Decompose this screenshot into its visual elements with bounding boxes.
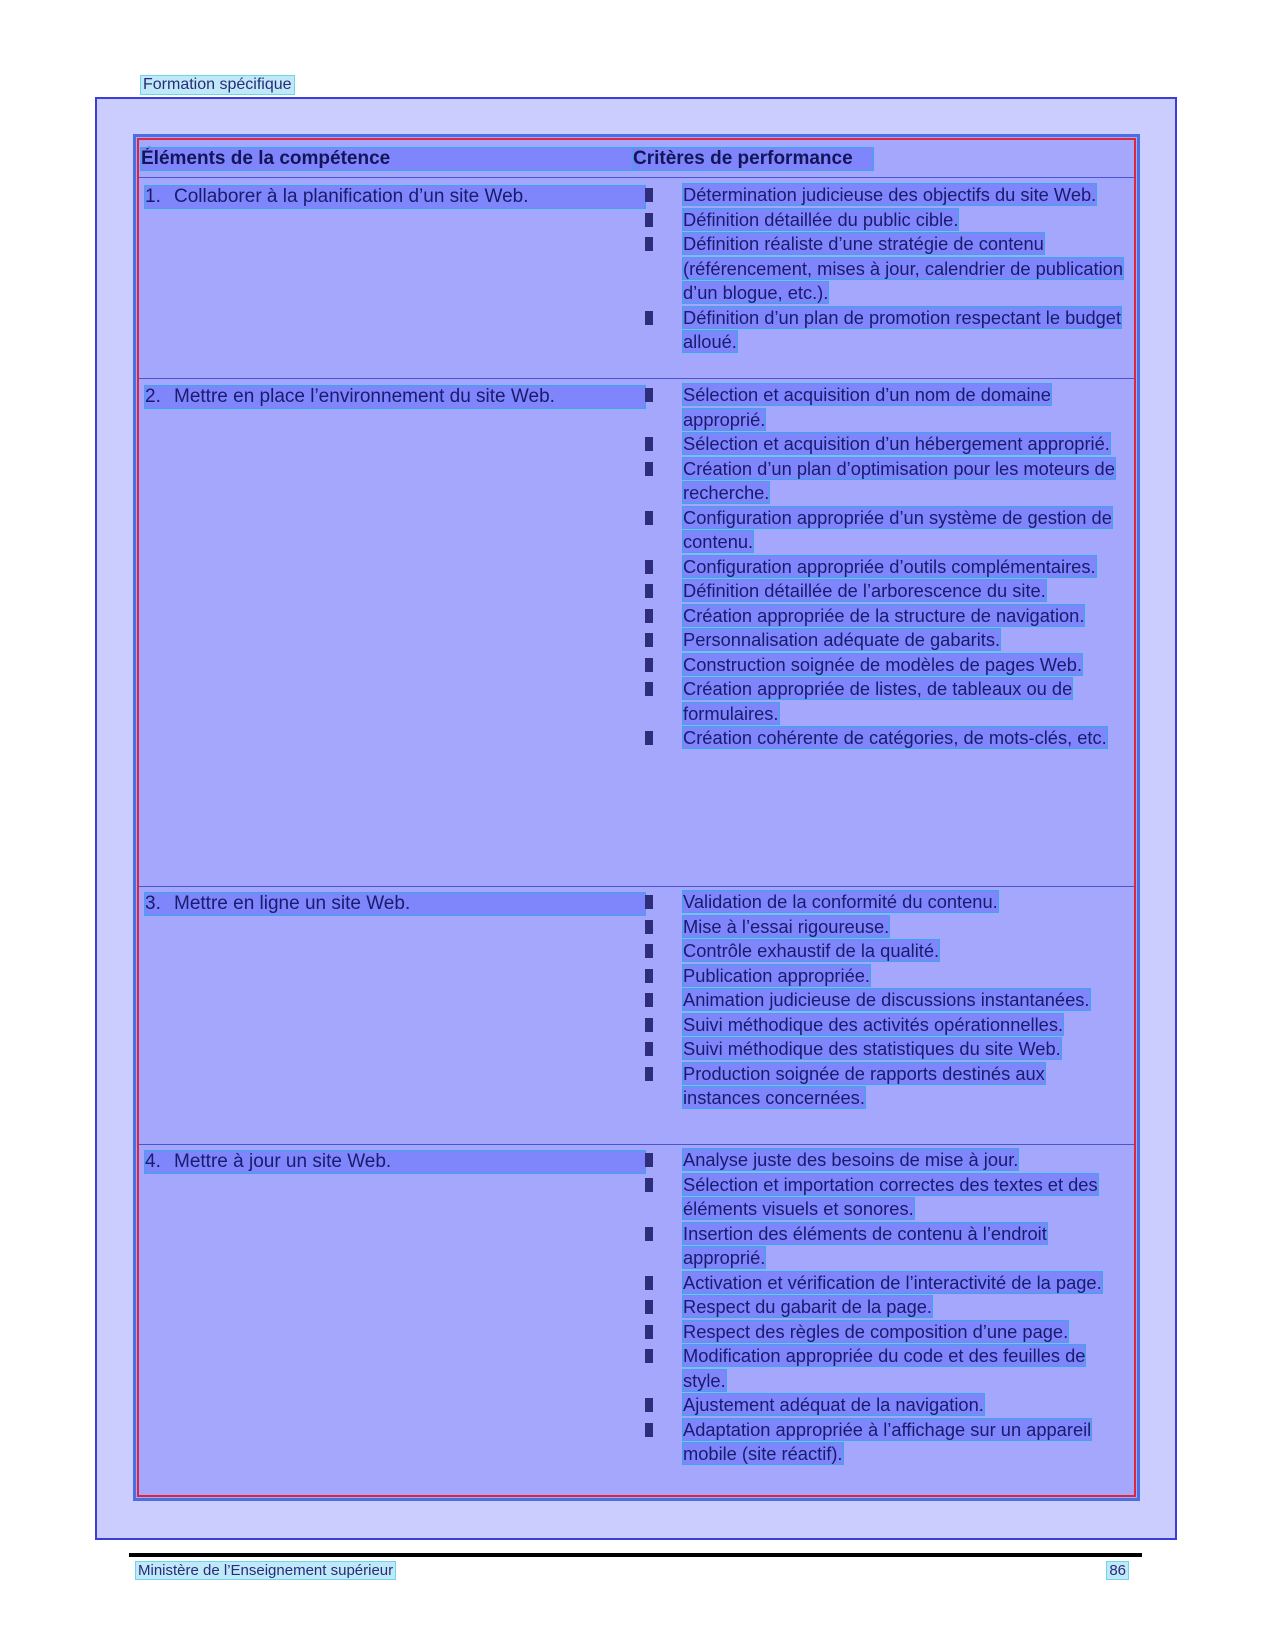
- element-text: Mettre en ligne un site Web.: [174, 893, 411, 914]
- element-text: Mettre à jour un site Web.: [174, 1151, 392, 1172]
- bullet-icon: [645, 944, 653, 958]
- bullet-icon: [645, 1153, 653, 1167]
- criterion-item: Définition d’un plan de promotion respectant le budget alloué.: [645, 306, 1127, 355]
- criterion-item: Création cohérente de catégories, de mots-clés, etc.: [645, 726, 1127, 751]
- bullet-icon: [645, 895, 653, 909]
- row-separator: [139, 378, 1134, 379]
- criterion-item: Production soignée de rapports destinés aux instances concernées.: [645, 1062, 1127, 1111]
- bullet-icon: [645, 1042, 653, 1056]
- bullet-icon: [645, 188, 653, 202]
- table-row-element: [145, 186, 645, 208]
- criterion-item: Création appropriée de listes, de tableaux ou de formulaires.: [645, 677, 1127, 726]
- criterion-item: Activation et vérification de l’interactivité de la page.: [645, 1271, 1127, 1296]
- criterion-item: Respect des règles de composition d’une page.: [645, 1320, 1127, 1345]
- bullet-icon: [645, 1300, 653, 1314]
- row-separator: [139, 886, 1134, 887]
- bullet-icon: [645, 1227, 653, 1241]
- criterion-item: Détermination judicieuse des objectifs du site Web.: [645, 183, 1127, 208]
- criteria-list: [645, 183, 1127, 355]
- bullet-icon: [645, 969, 653, 983]
- bullet-icon: [645, 633, 653, 647]
- bullet-icon: [645, 213, 653, 227]
- footer-ministry: Ministère de l’Enseignement supérieur: [135, 1561, 396, 1580]
- criterion-item: Ajustement adéquat de la navigation.: [645, 1393, 1127, 1418]
- table-row-element: [145, 1151, 645, 1173]
- column-header-elements: Éléments de la compétence: [141, 148, 639, 170]
- criterion-item: Suivi méthodique des statistiques du site Web.: [645, 1037, 1127, 1062]
- bullet-icon: [645, 437, 653, 451]
- criterion-item: Sélection et acquisition d’un hébergement approprié.: [645, 432, 1127, 457]
- criterion-item: Sélection et importation correctes des textes et des éléments visuels et sonores.: [645, 1173, 1127, 1222]
- criterion-item: Validation de la conformité du contenu.: [645, 890, 1127, 915]
- bullet-icon: [645, 237, 653, 251]
- bullet-icon: [645, 682, 653, 696]
- bullet-icon: [645, 1018, 653, 1032]
- element-number: 1.: [145, 186, 161, 207]
- bullet-icon: [645, 609, 653, 623]
- criterion-item: Sélection et acquisition d’un nom de domaine approprié.: [645, 383, 1127, 432]
- element-text: Mettre en place l’environnement du site Web.: [174, 386, 555, 407]
- criterion-item: Suivi méthodique des activités opérationnelles.: [645, 1013, 1127, 1038]
- criterion-item: Respect du gabarit de la page.: [645, 1295, 1127, 1320]
- criterion-item: Modification appropriée du code et des feuilles de style.: [645, 1344, 1127, 1393]
- criterion-item: Configuration appropriée d’outils complémentaires.: [645, 555, 1127, 580]
- footer-rule: [129, 1553, 1142, 1557]
- header-separator: [139, 177, 1134, 178]
- bullet-icon: [645, 993, 653, 1007]
- element-number: 4.: [145, 1151, 161, 1172]
- bullet-icon: [645, 1398, 653, 1412]
- page-header-section: Formation spécifique: [140, 75, 295, 95]
- criterion-item: Contrôle exhaustif de la qualité.: [645, 939, 1127, 964]
- criterion-item: Mise à l’essai rigoureuse.: [645, 915, 1127, 940]
- table-row-element: [145, 386, 645, 408]
- bullet-icon: [645, 462, 653, 476]
- page-number: 86: [1106, 1561, 1129, 1580]
- bullet-icon: [645, 311, 653, 325]
- bullet-icon: [645, 920, 653, 934]
- criterion-item: Publication appropriée.: [645, 964, 1127, 989]
- criterion-item: Animation judicieuse de discussions instantanées.: [645, 988, 1127, 1013]
- criterion-item: Création d’un plan d’optimisation pour les moteurs de recherche.: [645, 457, 1127, 506]
- bullet-icon: [645, 1423, 653, 1437]
- criterion-item: Création appropriée de la structure de navigation.: [645, 604, 1127, 629]
- bullet-icon: [645, 658, 653, 672]
- bullet-icon: [645, 1276, 653, 1290]
- criterion-item: Configuration appropriée d’un système de gestion de contenu.: [645, 506, 1127, 555]
- criterion-item: Construction soignée de modèles de pages Web.: [645, 653, 1127, 678]
- bullet-icon: [645, 1178, 653, 1192]
- bullet-icon: [645, 731, 653, 745]
- bullet-icon: [645, 511, 653, 525]
- column-header-criteria: Critères de performance: [633, 148, 873, 170]
- criterion-item: Définition détaillée du public cible.: [645, 208, 1127, 233]
- table-row-element: [145, 893, 645, 915]
- criterion-item: Adaptation appropriée à l’affichage sur un appareil mobile (site réactif).: [645, 1418, 1127, 1467]
- bullet-icon: [645, 584, 653, 598]
- criterion-item: Analyse juste des besoins de mise à jour.: [645, 1148, 1127, 1173]
- bullet-icon: [645, 1325, 653, 1339]
- bullet-icon: [645, 560, 653, 574]
- criterion-item: Définition réaliste d’une stratégie de contenu (référencement, mises à jour, calendrier de publication d’un blogue, etc.).: [645, 232, 1127, 306]
- criteria-list: [645, 383, 1127, 751]
- bullet-icon: [645, 1067, 653, 1081]
- bullet-icon: [645, 1349, 653, 1363]
- bullet-icon: [645, 388, 653, 402]
- element-text: Collaborer à la planification d’un site Web.: [174, 186, 529, 207]
- element-number: 2.: [145, 386, 161, 407]
- criteria-list: [645, 1148, 1127, 1467]
- criterion-item: Insertion des éléments de contenu à l’endroit approprié.: [645, 1222, 1127, 1271]
- criterion-item: Définition détaillée de l’arborescence du site.: [645, 579, 1127, 604]
- criterion-item: Personnalisation adéquate de gabarits.: [645, 628, 1127, 653]
- element-number: 3.: [145, 893, 161, 914]
- row-separator: [139, 1144, 1134, 1145]
- criteria-list: [645, 890, 1127, 1111]
